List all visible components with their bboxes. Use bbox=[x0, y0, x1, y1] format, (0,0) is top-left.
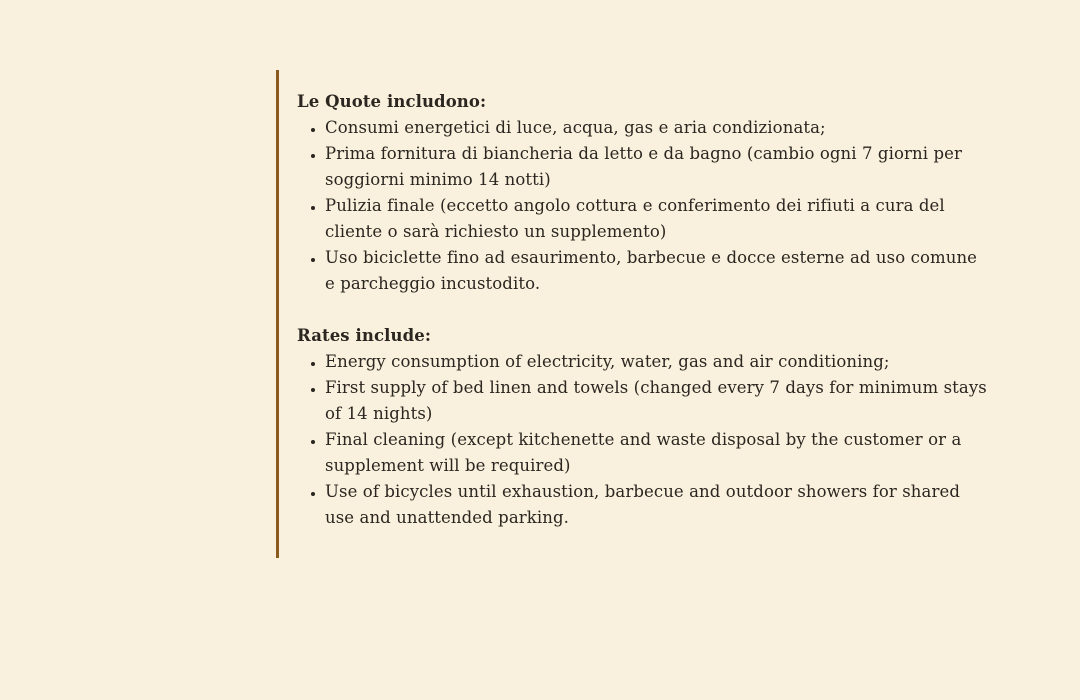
list-item: • Uso biciclette fino ad esaurimento, barbecue e docce esterne ad uso comune e parcheggio incustodito. bbox=[325, 245, 987, 297]
list-item: • First supply of bed linen and towels (changed every 7 days for minimum stays of 14 nights) bbox=[325, 375, 987, 427]
list-item: • Final cleaning (except kitchenette and waste disposal by the customer or a supplement will be required) bbox=[325, 427, 987, 479]
english-inclusions-list bbox=[297, 349, 987, 531]
english-section-title: Rates include: bbox=[297, 326, 432, 345]
list-item: • Pulizia finale (eccetto angolo cottura e conferimento dei rifiuti a cura del cliente o sarà richiesto un supplemento) bbox=[325, 193, 987, 245]
italian-inclusions-list bbox=[297, 115, 987, 297]
accent-vertical-rule bbox=[276, 70, 279, 558]
english-rates-section bbox=[297, 323, 987, 531]
list-item: • Use of bicycles until exhaustion, barbecue and outdoor showers for shared use and unattended parking. bbox=[325, 479, 987, 531]
italian-section-title: Le Quote includono: bbox=[297, 92, 487, 111]
italian-rates-section bbox=[297, 89, 987, 297]
list-item: • Consumi energetici di luce, acqua, gas e aria condizionata; bbox=[325, 115, 987, 141]
section-spacer bbox=[297, 297, 987, 323]
rates-content bbox=[297, 89, 987, 531]
list-item: • Energy consumption of electricity, water, gas and air conditioning; bbox=[325, 349, 987, 375]
list-item: • Prima fornitura di biancheria da letto e da bagno (cambio ogni 7 giorni per soggiorni minimo 14 notti) bbox=[325, 141, 987, 193]
